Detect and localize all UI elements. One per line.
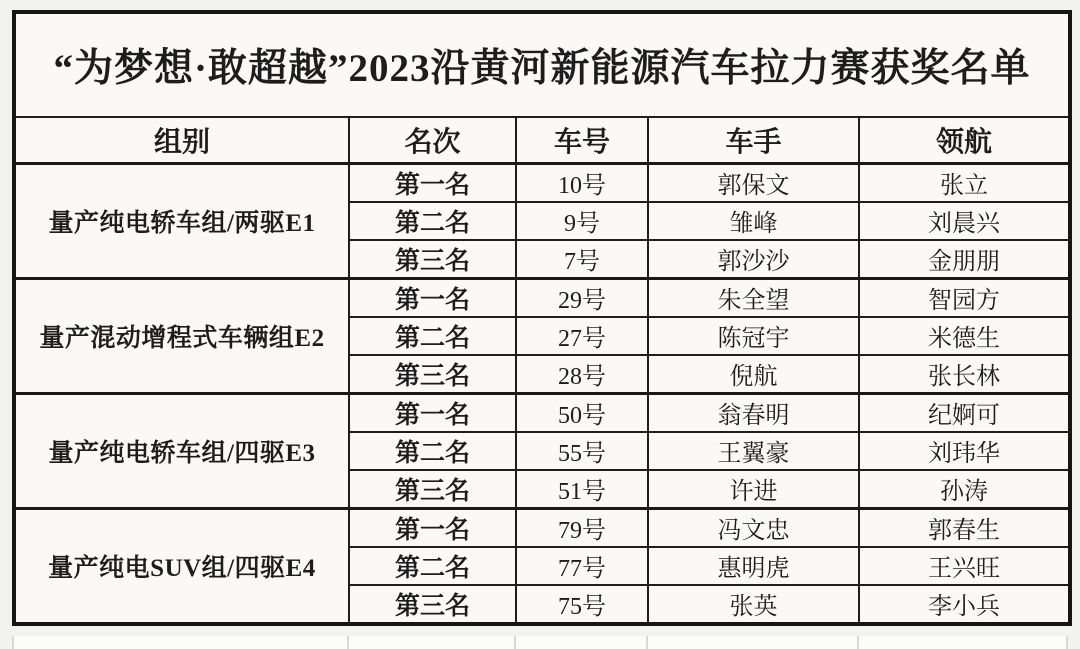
navigator-cell: 纪婀可 (859, 393, 1070, 432)
car-cell: 77号 (516, 547, 648, 585)
rank-cell: 第三名 (349, 470, 516, 509)
navigator-cell: 智园方 (859, 278, 1070, 317)
navigator-cell: 金朋朋 (859, 240, 1070, 279)
divider (646, 636, 648, 649)
rank-cell: 第三名 (349, 355, 516, 394)
award-table (12, 10, 1072, 626)
car-cell: 79号 (516, 508, 648, 547)
divider (857, 636, 859, 649)
rank-cell: 第二名 (349, 547, 516, 585)
car-cell: 7号 (516, 240, 648, 279)
divider (12, 636, 14, 649)
group-cell: 量产纯电轿车组/四驱E3 (14, 393, 349, 508)
group-cell: 量产纯电SUV组/四驱E4 (14, 508, 349, 624)
navigator-cell: 孙涛 (859, 470, 1070, 509)
header-rank: 名次 (349, 117, 516, 163)
table-row (14, 163, 1070, 202)
driver-cell: 冯文忠 (648, 508, 859, 547)
car-cell: 28号 (516, 355, 648, 394)
driver-cell: 许进 (648, 470, 859, 509)
header-group: 组别 (14, 117, 349, 163)
driver-cell: 翁春明 (648, 393, 859, 432)
table-row (14, 393, 1070, 432)
navigator-cell: 刘晨兴 (859, 202, 1070, 240)
navigator-cell: 郭春生 (859, 508, 1070, 547)
navigator-cell: 米德生 (859, 317, 1070, 355)
car-cell: 29号 (516, 278, 648, 317)
car-cell: 75号 (516, 585, 648, 624)
driver-cell: 倪航 (648, 355, 859, 394)
navigator-cell: 王兴旺 (859, 547, 1070, 585)
rank-cell: 第二名 (349, 202, 516, 240)
driver-cell: 陈冠宇 (648, 317, 859, 355)
driver-cell: 郭保文 (648, 163, 859, 202)
navigator-cell: 李小兵 (859, 585, 1070, 624)
car-cell: 51号 (516, 470, 648, 509)
table-row (14, 508, 1070, 547)
driver-cell: 郭沙沙 (648, 240, 859, 279)
car-cell: 55号 (516, 432, 648, 470)
rank-cell: 第一名 (349, 163, 516, 202)
table-row (14, 278, 1070, 317)
divider (1066, 636, 1068, 649)
driver-cell: 王翼豪 (648, 432, 859, 470)
header-row (14, 117, 1070, 163)
rank-cell: 第一名 (349, 278, 516, 317)
driver-cell: 朱全望 (648, 278, 859, 317)
navigator-cell: 刘玮华 (859, 432, 1070, 470)
header-car: 车号 (516, 117, 648, 163)
divider (514, 636, 516, 649)
rank-cell: 第二名 (349, 432, 516, 470)
car-cell: 10号 (516, 163, 648, 202)
rank-cell: 第三名 (349, 240, 516, 279)
car-cell: 27号 (516, 317, 648, 355)
rank-cell: 第二名 (349, 317, 516, 355)
rank-cell: 第三名 (349, 585, 516, 624)
header-navigator: 领航 (859, 117, 1070, 163)
group-cell: 量产纯电轿车组/两驱E1 (14, 163, 349, 278)
rank-cell: 第一名 (349, 508, 516, 547)
navigator-cell: 张立 (859, 163, 1070, 202)
car-cell: 50号 (516, 393, 648, 432)
group-cell: 量产混动增程式车辆组E2 (14, 278, 349, 393)
cutoff-next-row (12, 636, 1068, 649)
driver-cell: 雏峰 (648, 202, 859, 240)
car-cell: 9号 (516, 202, 648, 240)
navigator-cell: 张长林 (859, 355, 1070, 394)
rank-cell: 第一名 (349, 393, 516, 432)
driver-cell: 张英 (648, 585, 859, 624)
header-driver: 车手 (648, 117, 859, 163)
driver-cell: 惠明虎 (648, 547, 859, 585)
table-title: “为梦想·敢超越”2023沿黄河新能源汽车拉力赛获奖名单 (14, 12, 1070, 117)
divider (347, 636, 349, 649)
